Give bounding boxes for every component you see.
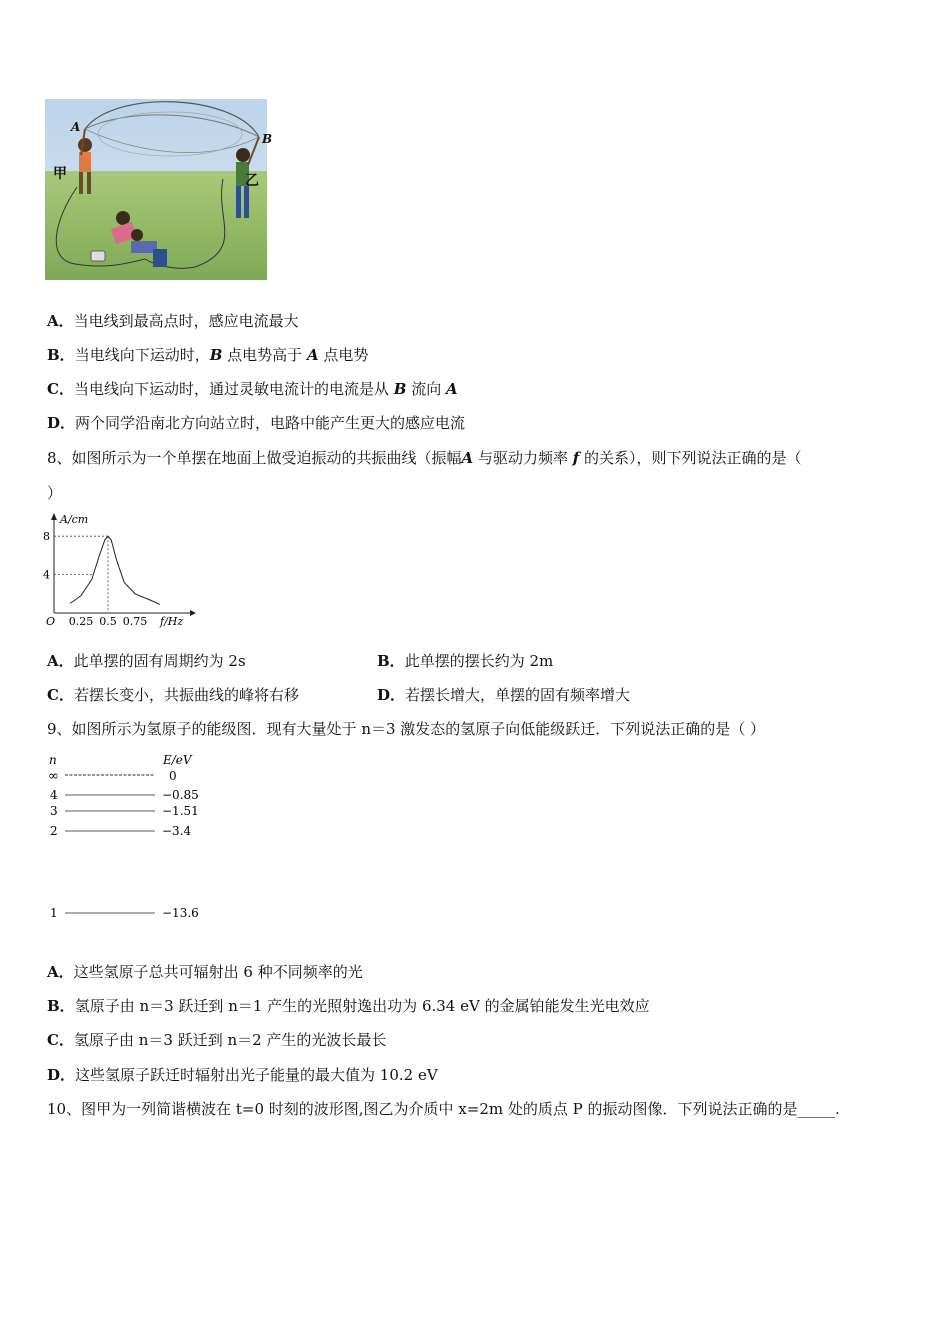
q8-stem-var: f [572, 449, 580, 467]
level-n-4: 4 [50, 788, 58, 802]
option-letter: D． [47, 1066, 76, 1084]
option-letter: A． [47, 963, 74, 981]
y-axis-label: A/cm [60, 513, 89, 526]
option-text-part: 点电势高于 [222, 346, 307, 364]
option-letter: B． [377, 652, 405, 670]
q8-resonance-chart [40, 510, 200, 632]
option-text-part: 当电线向下运动时，通过灵敏电流计的电流是从 [73, 380, 394, 398]
option-text-part: 点电势 [318, 346, 369, 364]
q9-option-c [47, 1029, 386, 1051]
option-letter: C． [47, 380, 74, 398]
q8-option-b [377, 650, 553, 672]
option-text: 氢原子由 n＝3 跃迁到 n＝1 产生的光照射逸出功为 6.34 eV 的金属铂能发生光电效应 [74, 997, 650, 1015]
q7-illustration-svg [45, 99, 273, 280]
q8-option-c [47, 684, 299, 706]
option-text: 两个同学沿南北方向站立时，电路中能产生更大的感应电流 [75, 414, 466, 432]
option-text: 这些氢原子跃迁时辐射出光子能量的最大值为 10.2 eV [75, 1066, 438, 1084]
y-tick-label: 8 [43, 530, 50, 544]
q8-stem-part: 8、如图所示为一个单摆在地面上做受迫振动的共振曲线（振幅 [47, 449, 462, 467]
level-n-3: 3 [50, 804, 58, 818]
x-tick-label: 0.5 [99, 615, 117, 628]
n-header: n [49, 753, 57, 767]
q8-stem [47, 447, 801, 469]
option-text: 此单摆的固有周期约为 2s [73, 652, 246, 670]
q7-option-b [47, 344, 368, 366]
label-yi: 乙 [245, 173, 259, 189]
level-e-inf: 0 [169, 769, 177, 783]
q9-option-a [47, 961, 363, 983]
origin-label: O [46, 615, 56, 628]
q7-option-a [47, 310, 299, 332]
level-e-1: −13.6 [162, 906, 199, 920]
option-text: 若摆长变小，共振曲线的峰将右移 [73, 686, 299, 704]
option-text: 此单摆的摆长约为 2m [404, 652, 554, 670]
option-letter: D． [377, 686, 406, 704]
q9-option-b [47, 995, 650, 1017]
energy-level-svg [45, 750, 205, 925]
q9-option-d [47, 1064, 438, 1086]
option-text: 当电线到最高点时，感应电流最大 [73, 312, 299, 330]
option-text-var: B [209, 346, 223, 364]
level-n-2: 2 [50, 824, 58, 838]
option-letter: A． [47, 312, 74, 330]
option-letter: B． [47, 997, 75, 1015]
y-axis-arrow [51, 513, 57, 520]
option-text: 氢原子由 n＝3 跃迁到 n＝2 产生的光波长最长 [73, 1031, 387, 1049]
option-text-part: 流向 [406, 380, 446, 398]
q8-option-d [377, 684, 630, 706]
level-n-inf: ∞ [48, 769, 59, 784]
q10-stem: 10、图甲为一列简谐横波在 t=0 时刻的波形图,图乙为介质中 x=2m 处的质点 P 的振动图像．下列说法正确的是_____. [47, 1100, 840, 1118]
q8-stem-part: 的关系），则下列说法正确的是（ [579, 449, 802, 467]
option-text-var: B [393, 380, 407, 398]
option-letter: B． [47, 346, 75, 364]
label-jia: 甲 [53, 166, 67, 182]
option-text-var: A [306, 346, 319, 364]
x-axis-arrow [190, 610, 196, 616]
option-text-var: A [445, 380, 458, 398]
q7-option-c [47, 378, 458, 400]
option-letter: C． [47, 686, 74, 704]
level-e-3: −1.51 [162, 804, 199, 818]
q8-stem-part: 与驱动力频率 [473, 449, 573, 467]
q8-stem-var: A [461, 449, 474, 467]
option-text: 这些氢原子总共可辐射出 6 种不同频率的光 [73, 963, 363, 981]
label-A: A [71, 120, 81, 134]
resonance-chart-svg [40, 510, 200, 632]
level-e-2: −3.4 [162, 824, 192, 838]
x-axis-label: f/Hz [160, 615, 184, 628]
level-e-4: −0.85 [162, 788, 199, 802]
q9-stem: 9、如图所示为氢原子的能级图．现有大量处于 n＝3 激发态的氢原子向低能级跃迁．下列说法正确的是（ ） [47, 720, 766, 738]
q9-energy-level-diagram [45, 750, 205, 925]
option-text-part: 当电线向下运动时， [74, 346, 210, 364]
option-letter: C． [47, 1031, 74, 1049]
q8-option-a [47, 650, 246, 672]
option-letter: A． [47, 652, 74, 670]
y-tick-label: 4 [43, 568, 50, 582]
label-B: B [262, 132, 273, 146]
x-tick-label: 0.25 [68, 615, 94, 628]
q7-option-d [47, 412, 465, 434]
q8-stem-end: ） [47, 484, 63, 502]
option-letter: D． [47, 414, 76, 432]
resonance-curve [70, 536, 160, 604]
e-header: E/eV [163, 753, 192, 767]
option-text: 若摆长增大，单摆的固有频率增大 [405, 686, 631, 704]
x-tick-label: 0.75 [122, 615, 148, 628]
q7-illustration [45, 99, 273, 280]
level-n-1: 1 [50, 906, 58, 920]
